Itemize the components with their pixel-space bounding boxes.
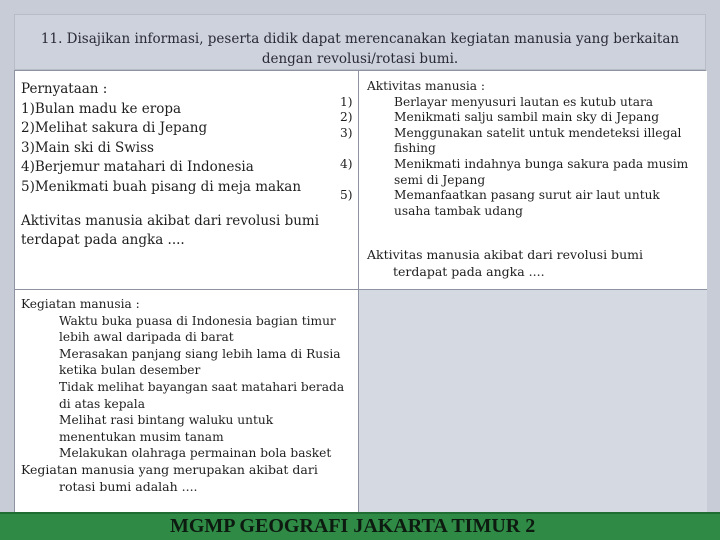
- cell3-item: Melihat rasi bintang waluku untuk menentukan musim tanam: [59, 413, 274, 444]
- cell1-item: 4)Berjemur matahari di Indonesia: [21, 159, 254, 175]
- question-header: [14, 14, 706, 70]
- cell2-question: Aktivitas manusia akibat dari revolusi bumi terdapat pada angka ....: [367, 247, 643, 279]
- cell3-item: Merasakan panjang siang lebih lama di Rusia ketika bulan desember: [59, 346, 341, 378]
- cell-empty: [359, 290, 707, 513]
- cell1-question: Aktivitas manusia akibat dari revolusi bumi terdapat pada angka ....: [21, 213, 320, 248]
- cell3-item: Waktu buka puasa di Indonesia bagian timur lebih awal daripada di barat: [59, 313, 336, 345]
- cell2-item: 2) Menikmati salju sambil main sky di Jepang: [340, 110, 660, 125]
- header-line-1: 11. Disajikan informasi, peserta didik dapat merencanakan kegiatan manusia yang berkaitan: [40, 31, 680, 47]
- cell1-item: 2)Melihat sakura di Jepang: [21, 120, 208, 136]
- cell-aktivitas: [340, 71, 707, 290]
- cell3-title: Kegiatan manusia :: [21, 297, 140, 311]
- cell1-item: 1)Bulan madu ke eropa: [21, 100, 182, 117]
- cell1-title: Pernyataan :: [21, 81, 108, 97]
- footer-text: MGMP GEOGRAFI JAKARTA TIMUR 2: [170, 515, 536, 537]
- footer-bar: [0, 512, 720, 540]
- cell3-item: Melakukan olahraga permainan bola basket: [59, 446, 332, 461]
- cell2-title: Aktivitas manusia :: [367, 79, 485, 93]
- cell1-item: 3)Main ski di Swiss: [21, 139, 154, 156]
- cell3-question: Kegiatan manusia yang merupakan akibat dari rotasi bumi adalah ....: [21, 461, 318, 494]
- header-line-2: dengan revolusi/rotasi bumi.: [261, 51, 459, 67]
- question-table: [14, 70, 706, 512]
- cell2-item: 3) Menggunakan satelit untuk mendeteksi illegal fishing: [340, 125, 682, 156]
- cell-pernyataan: [15, 71, 359, 290]
- cell3-item: Tidak melihat bayangan saat matahari berada di atas kepala: [59, 379, 345, 411]
- cell-kegiatan: [15, 290, 359, 513]
- cell2-item: 4) Menikmati indahnya bunga sakura pada musim semi di Jepang: [340, 156, 689, 187]
- cell1-item: 5)Menikmati buah pisang di meja makan: [21, 178, 302, 195]
- cell2-item: 5) Memanfaatkan pasang surut air laut untuk usaha tambak udang: [340, 188, 660, 218]
- cell2-item: 1) Berlayar menyusuri lautan es kutub utara: [340, 94, 654, 109]
